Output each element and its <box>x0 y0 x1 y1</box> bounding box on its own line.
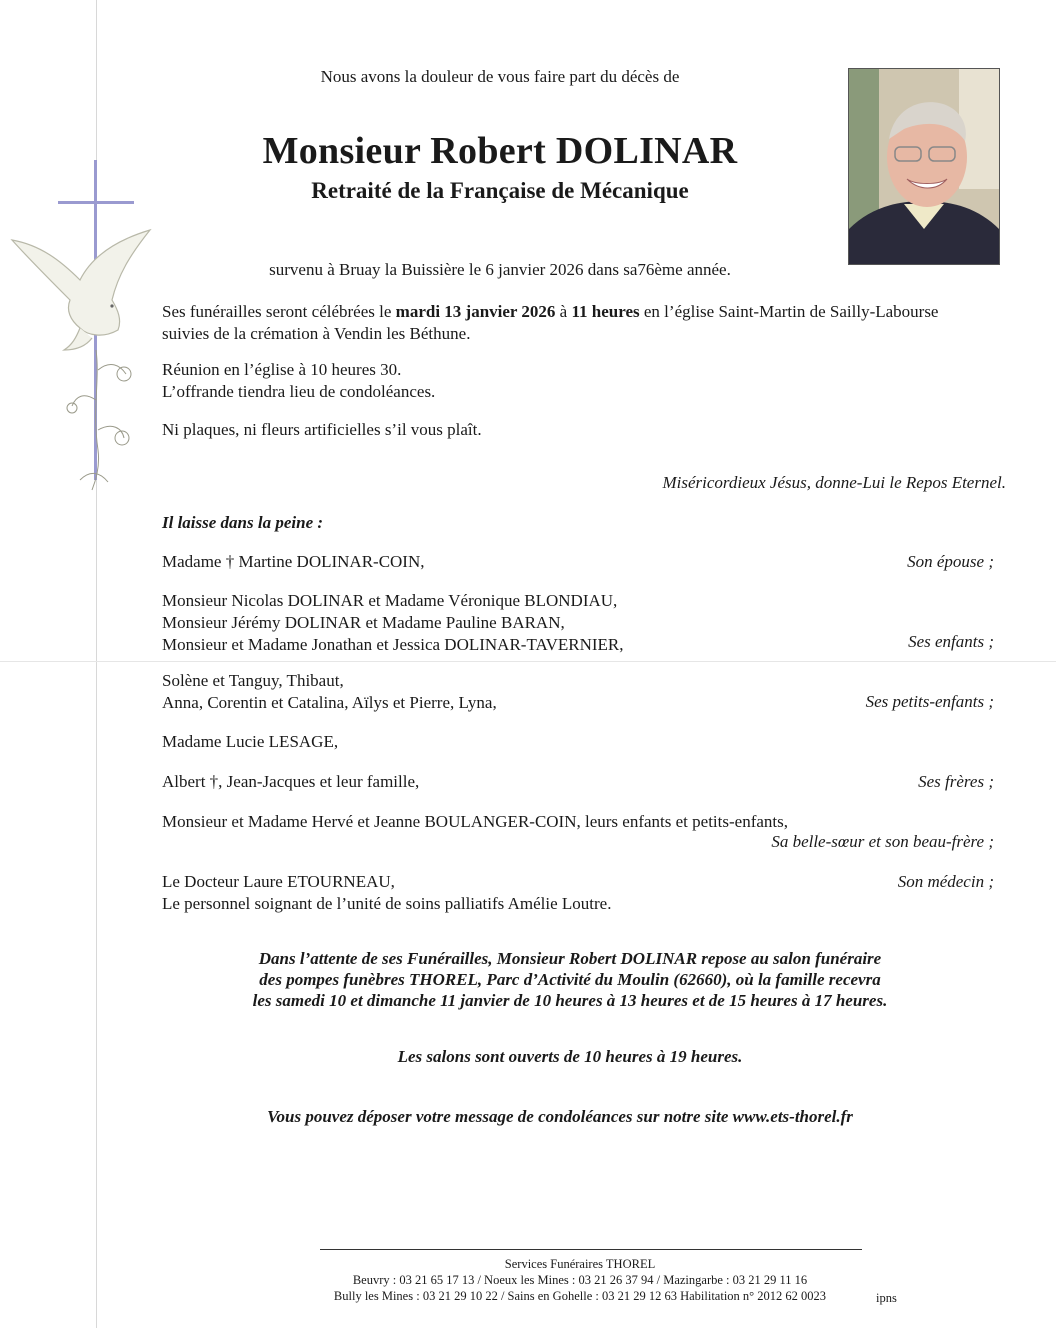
doctor-line-2: Le personnel soignant de l’unité de soins palliatifs Amélie Loutre. <box>162 894 612 913</box>
salons-hours: Les salons sont ouverts de 10 heures à 19 heures. <box>397 1047 743 1066</box>
children-line-1: Monsieur Nicolas DOLINAR et Madame Véronique BLONDIAU, <box>162 591 618 610</box>
funeral-hour: 11 heures <box>571 302 640 321</box>
funeral-line-2: suivies de la crémation à Vendin les Béthune. <box>162 324 471 343</box>
grandchildren-line-2: Anna, Corentin et Catalina, Aïlys et Pierre, Lyna, <box>162 693 497 712</box>
deceased-occupation: Retraité de la Française de Mécanique <box>311 178 689 203</box>
deceased-name: Monsieur Robert DOLINAR <box>262 130 738 172</box>
children-relation: Ses enfants ; <box>908 632 994 651</box>
grandchildren-relation: Ses petits-enfants ; <box>865 692 994 711</box>
footer-company: Services Funéraires THOREL <box>504 1257 656 1271</box>
dove-icon <box>12 230 150 350</box>
portrait-image <box>849 69 999 264</box>
footer-rule <box>320 1249 862 1250</box>
footer-phones-1: Beuvry : 03 21 65 17 13 / Noeux les Mines : 03 21 26 37 94 / Mazingarbe : 03 21 29 11 16 <box>352 1273 808 1287</box>
spouse-entry: Madame † Martine DOLINAR-COIN, <box>162 552 425 571</box>
doctor-relation: Son médecin ; <box>897 872 994 891</box>
lucie-entry: Madame Lucie LESAGE, <box>162 732 339 751</box>
funeral-details <box>162 301 1022 345</box>
grandchildren-line-1: Solène et Tanguy, Thibaut, <box>162 671 344 690</box>
funeral-home-notice <box>150 948 990 1011</box>
doctor-line-1: Le Docteur Laure ETOURNEAU, <box>162 872 395 891</box>
no-flowers-text: Ni plaques, ni fleurs artificielles s’il vous plaît. <box>162 420 482 439</box>
inlaws-relation: Sa belle-sœur et son beau-frère ; <box>771 832 994 851</box>
meeting-details <box>162 359 1022 403</box>
footer <box>250 1256 910 1304</box>
inlaws-entry: Monsieur et Madame Hervé et Jeanne BOULANGER-COIN, leurs enfants et petits-enfants, <box>162 812 788 831</box>
brothers-entry: Albert †, Jean-Jacques et leur famille, <box>162 772 420 791</box>
family-heading: Il laisse dans la peine : <box>162 513 324 532</box>
children-line-2: Monsieur Jérémy DOLINAR et Madame Pauline BARAN, <box>162 613 565 632</box>
notice-line-1: Dans l’attente de ses Funérailles, Monsieur Robert DOLINAR repose au salon funéraire <box>258 949 882 968</box>
brothers-relation: Ses frères ; <box>918 772 994 791</box>
intro-text: Nous avons la douleur de vous faire part du décès de <box>320 67 680 86</box>
fold-line <box>0 661 1056 662</box>
children-entry <box>162 590 882 656</box>
footer-phones-2: Bully les Mines : 03 21 29 10 22 / Sains en Gohelle : 03 21 29 12 63 Habilitation n° 2012 62 0023 <box>333 1289 827 1303</box>
funeral-date: mardi 13 janvier 2026 <box>395 302 556 321</box>
children-line-3: Monsieur et Madame Jonathan et Jessica DOLINAR-TAVERNIER, <box>162 635 624 654</box>
grandchildren-entry <box>162 670 882 714</box>
meeting-line-2: L’offrande tiendra lieu de condoléances. <box>162 382 436 401</box>
cross-dove-illustration <box>0 160 160 500</box>
meeting-line-1: Réunion en l’église à 10 heures 30. <box>162 360 402 379</box>
ipns-mark: ipns <box>876 1291 897 1305</box>
notice-line-2: des pompes funèbres THOREL, Parc d’Activité du Moulin (62660), où la famille recevra <box>259 970 881 989</box>
death-details: survenu à Bruay la Buissière le 6 janvier 2026 dans sa76ème année. <box>269 260 731 279</box>
portrait-photo <box>848 68 1000 265</box>
prayer-quote: Miséricordieux Jésus, donne-Lui le Repos Eternel. <box>662 473 1006 492</box>
spouse-relation: Son épouse ; <box>907 552 994 571</box>
funeral-line-1: Ses funérailles seront célébrées le mardi 13 janvier 2026 à 11 heures en l’église Saint-Martin de Sailly-Labourse <box>162 302 939 321</box>
condolences-website: Vous pouvez déposer votre message de condoléances sur notre site www.ets-thorel.fr <box>267 1107 853 1126</box>
flowers-icon <box>67 350 131 490</box>
doctor-entry <box>162 871 882 915</box>
notice-line-3: les samedi 10 et dimanche 11 janvier de 10 heures à 13 heures et de 15 heures à 17 heures. <box>252 991 888 1010</box>
